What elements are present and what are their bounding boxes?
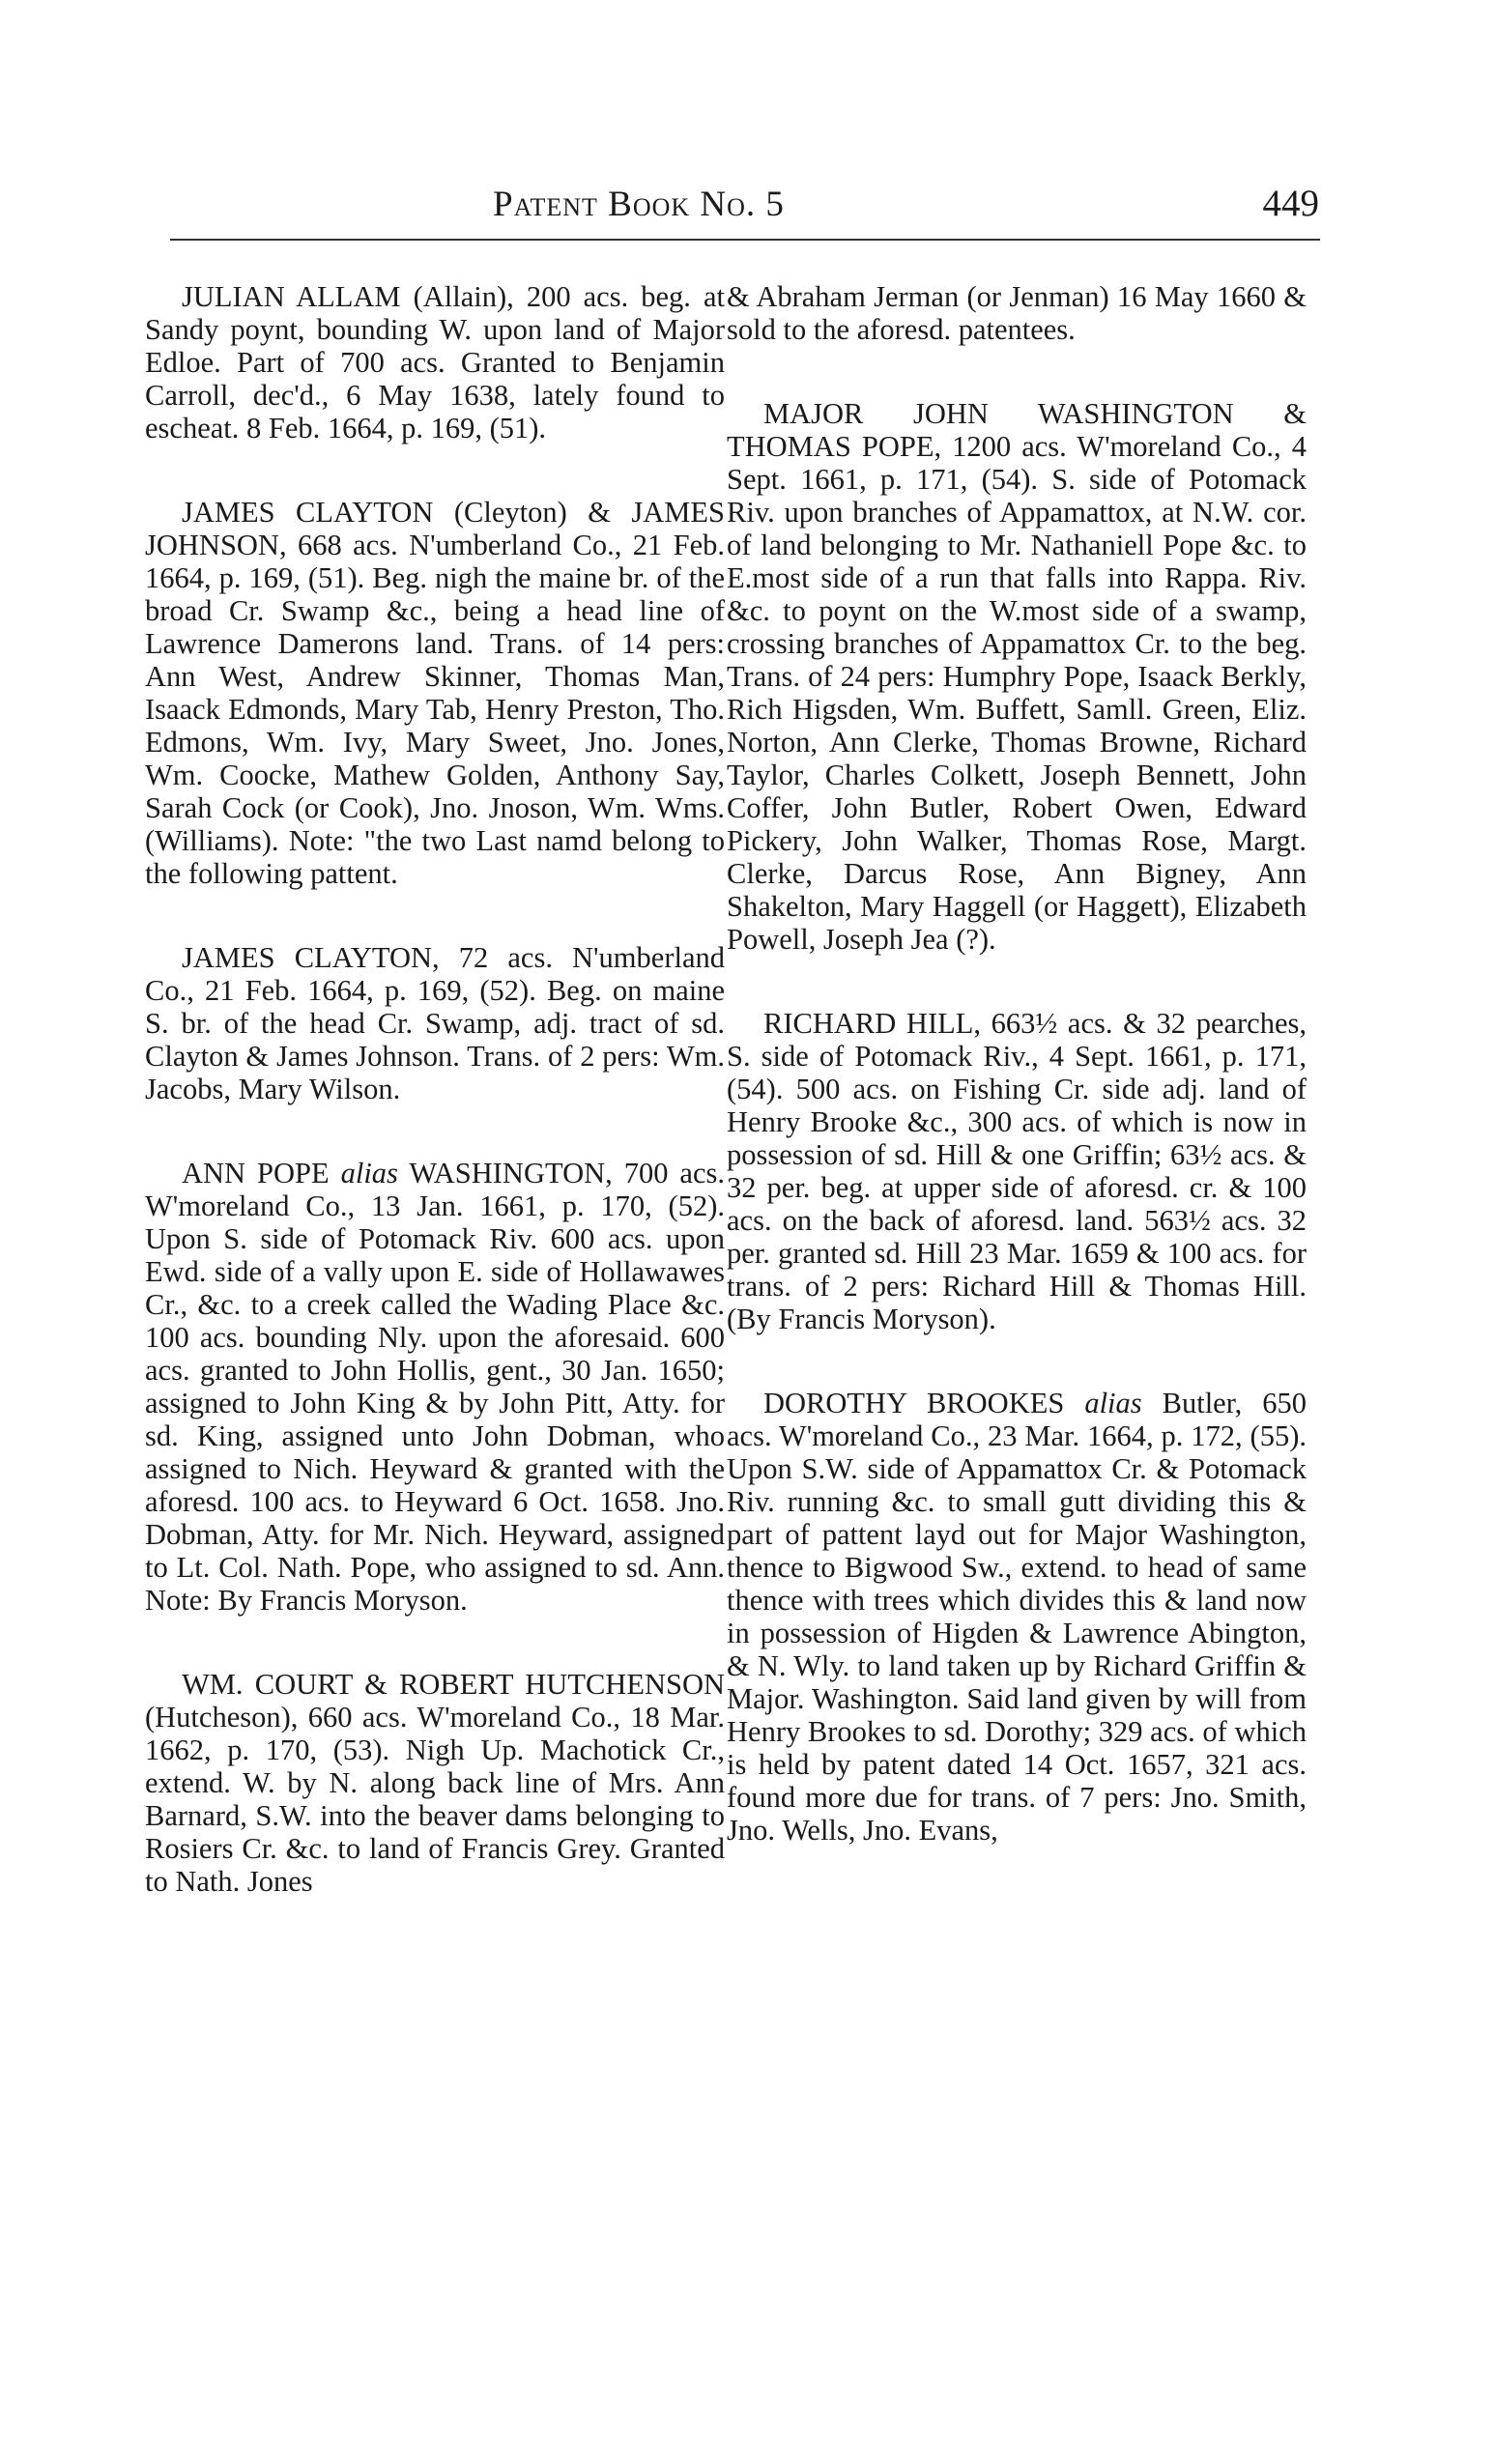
patent-entry-james-clayton: JAMES CLAYTON, 72 acs. N'umberland Co., 21 Feb. 1664, p. 169, (52). Beg. on maine S. br. of the head Cr. Swamp, adj. tract of sd. Clayton & James Johnson. Trans. of 2 pers: Wm. Jacobs, Mary Wilson. [145, 941, 725, 1105]
left-column [145, 280, 725, 1898]
header-rule [170, 239, 1320, 241]
running-title: Patent Book No. 5 [493, 185, 785, 224]
patent-entry-washington-pope: MAJOR JOHN WASHINGTON & THOMAS POPE, 1200 acs. W'moreland Co., 4 Sept. 1661, p. 171, (54). S. side of Potomack Riv. upon branches of Appamattox, at N.W. cor. of land belonging to Mr. Nathaniell Pope &c. to E.most side of a run that falls into Rappa. Riv. &c. to poynt on the W.most side of a swamp, crossing branches of Appamattox Cr. to the beg. Trans. of 24 pers: Humphry Pope, Isaack Berkly, Rich Higsden, Wm. Buffett, Samll. Green, Eliz. Norton, Ann Clerke, Thomas Browne, Richard Taylor, Charles Colkett, Joseph Bennett, John Coffer, John Butler, Robert Owen, Edward Pickery, John Walker, Thomas Rose, Margt. Clerke, Darcus Rose, Ann Bigney, Ann Shakelton, Mary Haggell (or Haggett), Elizabeth Powell, Joseph Jea (?). [727, 397, 1307, 956]
page-number: 449 [1262, 183, 1319, 224]
page-header [493, 180, 1319, 228]
patent-entry-dorothy-brookes: DOROTHY BROOKES alias Butler, 650 acs. W'moreland Co., 23 Mar. 1664, p. 172, (55). Upon S.W. side of Appamattox Cr. & Potomack Riv. running &c. to small gutt dividing this & part of pattent layd out for Major Washington, thence to Bigwood Sw., extend. to head of same thence with trees which divides this & land now in possession of Higden & Lawrence Abington, & N. Wly. to land taken up by Richard Griffin & Major. Washington. Said land given by will from Henry Brookes to sd. Dorothy; 329 acs. of which is held by patent dated 14 Oct. 1657, 321 acs. found more due for trans. of 7 pers: Jno. Smith, Jno. Wells, Jno. Evans, [727, 1387, 1307, 1847]
patent-entry-ann-pope: ANN POPE alias WASHINGTON, 700 acs. W'moreland Co., 13 Jan. 1661, p. 170, (52). Upon S. side of Potomack Riv. 600 acs. upon Ewd. side of a vally upon E. side of Hollawawes Cr., &c. to a creek called the Wading Place &c. 100 acs. bounding Nly. upon the aforesaid. 600 acs. granted to John Hollis, gent., 30 Jan. 1650; assigned to John King & by John Pitt, Atty. for sd. King, assigned unto John Dobman, who assigned to Nich. Heyward & granted with the aforesd. 100 acs. to Heyward 6 Oct. 1658. Jno. Dobman, Atty. for Mr. Nich. Heyward, assigned to Lt. Col. Nath. Pope, who assigned to sd. Ann. Note: By Francis Moryson. [145, 1157, 725, 1617]
patent-entry-james-clayton-johnson: JAMES CLAYTON (Cleyton) & JAMES JOHNSON, 668 acs. N'umberland Co., 21 Feb. 1664, p. 169, (51). Beg. nigh the maine br. of the broad Cr. Swamp &c., being a head line of Lawrence Damerons land. Trans. of 14 pers: Ann West, Andrew Skinner, Thomas Man, Isaack Edmonds, Mary Tab, Henry Preston, Tho. Edmons, Wm. Ivy, Mary Sweet, Jno. Jones, Wm. Coocke, Mathew Golden, Anthony Say, Sarah Cock (or Cook), Jno. Jnoson, Wm. Wms. (Williams). Note: "the two Last namd belong to the following pattent. [145, 496, 725, 890]
patent-entry-continuation: & Abraham Jerman (or Jenman) 16 May 1660 & sold to the aforesd. patentees. [727, 280, 1307, 346]
patent-entry-richard-hill: RICHARD HILL, 663½ acs. & 32 pearches, S. side of Potomack Riv., 4 Sept. 1661, p. 171, (54). 500 acs. on Fishing Cr. side adj. land of Henry Brooke &c., 300 acs. of which is now in possession of sd. Hill & one Griffin; 63½ acs. & 32 per. beg. at upper side of aforesd. cr. & 100 acs. on the back of aforesd. land. 563½ acs. 32 per. granted sd. Hill 23 Mar. 1659 & 100 acs. for trans. of 2 pers: Richard Hill & Thomas Hill. (By Francis Moryson). [727, 1007, 1307, 1335]
patent-entry-court-hutchenson: WM. COURT & ROBERT HUTCHENSON (Hutcheson), 660 acs. W'moreland Co., 18 Mar. 1662, p. 170, (53). Nigh Up. Machotick Cr., extend. W. by N. along back line of Mrs. Ann Barnard, S.W. into the beaver dams belonging to Rosiers Cr. &c. to land of Francis Grey. Granted to Nath. Jones [145, 1668, 725, 1898]
patent-entry-julian-allam: JULIAN ALLAM (Allain), 200 acs. beg. at Sandy poynt, bounding W. upon land of Major Edloe. Part of 700 acs. Granted to Benjamin Carroll, dec'd., 6 May 1638, lately found to escheat. 8 Feb. 1664, p. 169, (51). [145, 280, 725, 444]
right-column [727, 280, 1307, 1847]
